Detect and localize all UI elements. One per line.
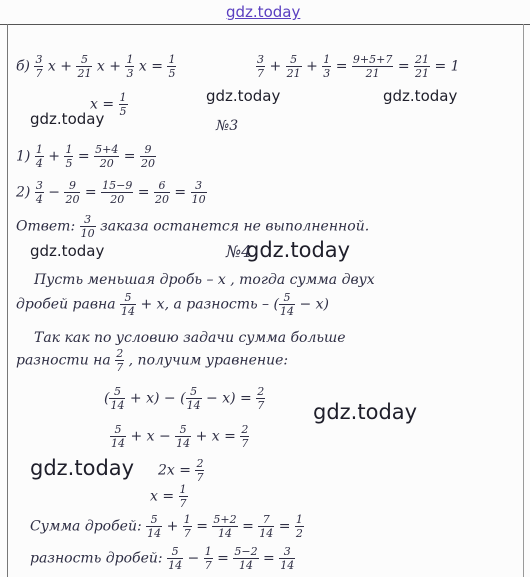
task4-sum: Сумма дробей: $\frac{5}{14}$ + $\frac{1}{7}$ = $\frac{5+2}{14}$ = $\frac{7}{14}$ = $\frac{1}{2}$ (30, 513, 303, 540)
page-border-top (0, 24, 530, 25)
watermark: gdz.today (313, 400, 418, 424)
task4-equation-1: ( $\frac{5}{14}$ + x) − ( $\frac{5}{14}$ − x) = $\frac{2}{7}$ (104, 385, 265, 412)
watermark: gdz.today (30, 110, 105, 128)
task3-line1: 1) $\frac{1}{4}$ + $\frac{1}{5}$ = $\frac{5+4}{20}$ = $\frac{9}{20}$ (16, 143, 155, 170)
task4-x-value: x = $\frac{1}{7}$ (150, 483, 187, 510)
task4-line1: Пусть меньшая дробь – x , тогда сумма двух (34, 272, 375, 288)
task4-difference: разность дробей: $\frac{5}{14}$ − $\frac{1}{7}$ = $\frac{5-2}{14}$ = $\frac{3}{14}$ (30, 545, 295, 572)
task-number: №4 (226, 242, 252, 261)
task4-equation-3: 2x = $\frac{2}{7}$ (158, 457, 204, 484)
watermark: gdz.today (383, 87, 458, 105)
task3-line2: 2) $\frac{3}{4}$ − $\frac{9}{20}$ = $\frac{15-9}{20}$ = $\frac{6}{20}$ = $\frac{3}{10}$ (16, 179, 206, 206)
watermark-top: gdz.today (226, 3, 301, 21)
watermark: gdz.today (30, 456, 135, 480)
task3-answer: Ответ: $\frac{3}{10}$ заказа останется не выполненной. (16, 213, 370, 240)
part-b-answer: x = $\frac{1}{5}$ (90, 91, 127, 118)
page-border-right (523, 24, 524, 577)
fraction: $\frac{5}{21}$ (77, 53, 92, 80)
fraction: $\frac{3}{7}$ (35, 53, 43, 80)
watermark: gdz.today (206, 87, 281, 105)
task-number: №3 (216, 118, 239, 134)
task4-line2: дробей равна $\frac{5}{14}$ + x, а разность – ( $\frac{5}{14}$ − x) (16, 291, 329, 318)
task4-line3: Так как по условию задачи сумма больше (34, 330, 346, 346)
page-border-left (7, 24, 8, 577)
task4-line4: разности на $\frac{2}{7}$ , получим уравнение: (16, 347, 289, 374)
part-b-equation: б) $\frac{3}{7}$ x + $\frac{5}{21}$ x + $\frac{1}{3}$ x = $\frac{1}{5}$ (16, 53, 176, 80)
watermark: gdz.today (30, 242, 105, 260)
fraction: $\frac{1}{5}$ (168, 53, 176, 80)
task4-equation-2: $\frac{5}{14}$ + x − $\frac{5}{14}$ + x = $\frac{2}{7}$ (111, 423, 249, 450)
part-label: б) (16, 58, 31, 75)
part-b-sum: $\frac{3}{7}$ + $\frac{5}{21}$ + $\frac{1}{3}$ = $\frac{9+5+7}{21}$ = $\frac{21}{21}$ = 1 (257, 53, 460, 80)
watermark: gdz.today (246, 238, 351, 262)
fraction: $\frac{1}{3}$ (126, 53, 134, 80)
